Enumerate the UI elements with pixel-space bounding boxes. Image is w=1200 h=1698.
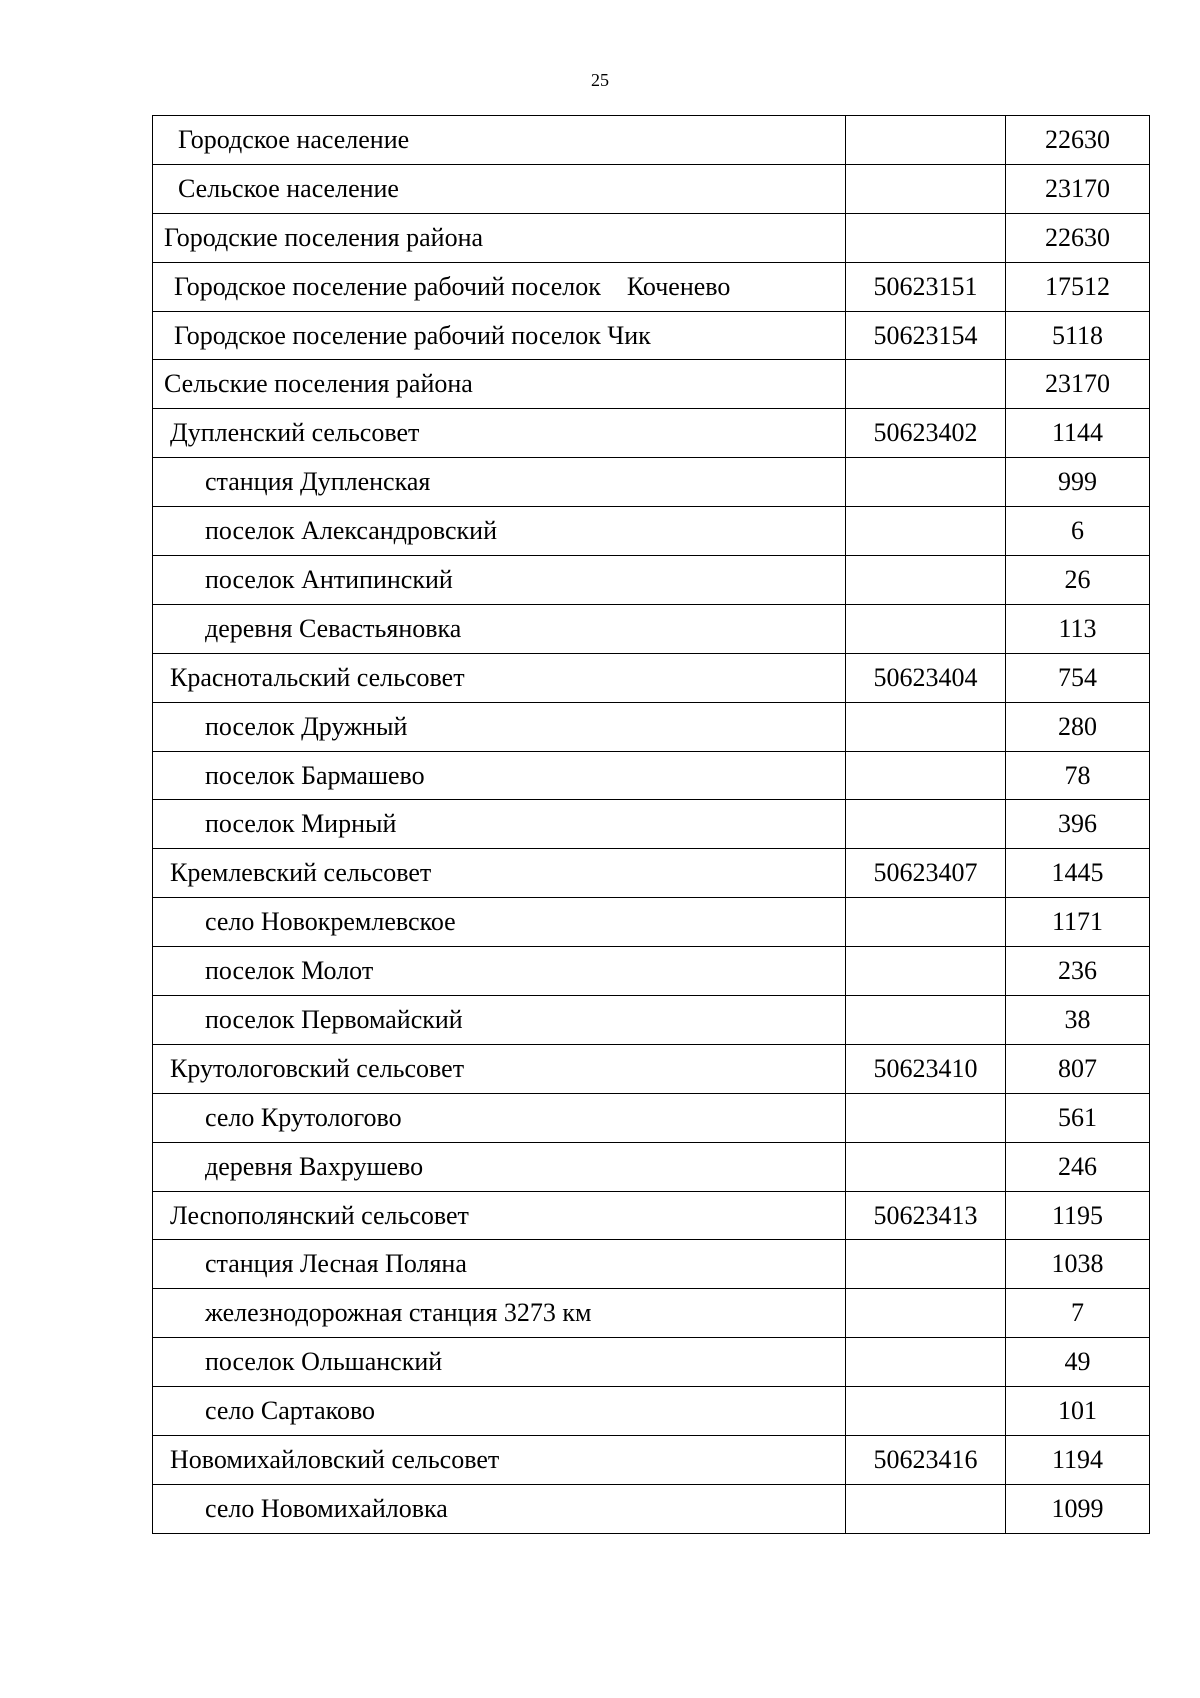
population-cell: 1194 <box>1006 1436 1150 1485</box>
oktmo-code-cell: 50623404 <box>846 653 1006 702</box>
oktmo-code-cell <box>846 360 1006 409</box>
settlement-name-cell: станция Лесная Поляна <box>153 1240 846 1289</box>
table-row <box>153 1338 1150 1387</box>
table-row <box>153 507 1150 556</box>
settlement-name-cell: Краснотальский сельсовет <box>153 653 846 702</box>
settlement-name-cell: село Крутологово <box>153 1093 846 1142</box>
settlement-name-cell: станция Дупленская <box>153 458 846 507</box>
settlement-name-cell: деревня Севастьяновка <box>153 604 846 653</box>
settlement-name-cell: Городское население <box>153 116 846 165</box>
settlement-name-cell: Сельское население <box>153 164 846 213</box>
oktmo-code-cell: 50623402 <box>846 409 1006 458</box>
oktmo-code-cell <box>846 116 1006 165</box>
oktmo-code-cell <box>846 1240 1006 1289</box>
population-cell: 1099 <box>1006 1484 1150 1533</box>
oktmo-code-cell <box>846 702 1006 751</box>
table-row <box>153 1044 1150 1093</box>
population-cell: 22630 <box>1006 213 1150 262</box>
settlement-name-cell: Городское поселение рабочий поселок Коченево <box>153 262 846 311</box>
population-cell: 101 <box>1006 1387 1150 1436</box>
table-row <box>153 458 1150 507</box>
population-cell: 561 <box>1006 1093 1150 1142</box>
table-row <box>153 800 1150 849</box>
population-cell: 6 <box>1006 507 1150 556</box>
population-cell: 246 <box>1006 1142 1150 1191</box>
table-row <box>153 1191 1150 1240</box>
oktmo-code-cell <box>846 1338 1006 1387</box>
settlement-name-cell: поселок Ольшанский <box>153 1338 846 1387</box>
settlement-name-cell: село Сартаково <box>153 1387 846 1436</box>
table-row <box>153 409 1150 458</box>
oktmo-code-cell: 50623151 <box>846 262 1006 311</box>
population-cell: 5118 <box>1006 311 1150 360</box>
population-cell: 26 <box>1006 556 1150 605</box>
population-cell: 1195 <box>1006 1191 1150 1240</box>
table-row <box>153 849 1150 898</box>
table-row <box>153 653 1150 702</box>
population-cell: 23170 <box>1006 360 1150 409</box>
table-row <box>153 898 1150 947</box>
table-row <box>153 702 1150 751</box>
oktmo-code-cell <box>846 556 1006 605</box>
oktmo-code-cell <box>846 1387 1006 1436</box>
oktmo-code-cell <box>846 1484 1006 1533</box>
oktmo-code-cell <box>846 898 1006 947</box>
population-cell: 754 <box>1006 653 1150 702</box>
population-cell: 236 <box>1006 947 1150 996</box>
settlement-name-cell: поселок Дружный <box>153 702 846 751</box>
settlement-name-cell: железнодорожная станция 3273 км <box>153 1289 846 1338</box>
oktmo-code-cell: 50623413 <box>846 1191 1006 1240</box>
table-row <box>153 751 1150 800</box>
population-cell: 78 <box>1006 751 1150 800</box>
table-row <box>153 360 1150 409</box>
oktmo-code-cell <box>846 213 1006 262</box>
table-row <box>153 1240 1150 1289</box>
oktmo-code-cell <box>846 507 1006 556</box>
settlement-name-cell: Кремлевский сельсовет <box>153 849 846 898</box>
population-cell: 7 <box>1006 1289 1150 1338</box>
oktmo-code-cell: 50623407 <box>846 849 1006 898</box>
table-row <box>153 996 1150 1045</box>
oktmo-code-cell <box>846 751 1006 800</box>
table-row <box>153 556 1150 605</box>
table-row <box>153 262 1150 311</box>
settlement-name-cell: поселок Александровский <box>153 507 846 556</box>
table-row <box>153 1387 1150 1436</box>
oktmo-code-cell <box>846 1142 1006 1191</box>
population-cell: 1144 <box>1006 409 1150 458</box>
table-row <box>153 164 1150 213</box>
population-cell: 807 <box>1006 1044 1150 1093</box>
settlements-table <box>152 115 1150 1534</box>
table-row <box>153 604 1150 653</box>
settlements-table-body <box>153 116 1150 1534</box>
settlement-name-cell: Новомихайловский сельсовет <box>153 1436 846 1485</box>
population-cell: 396 <box>1006 800 1150 849</box>
settlement-name-cell: поселок Первомайский <box>153 996 846 1045</box>
table-row <box>153 1142 1150 1191</box>
population-cell: 1038 <box>1006 1240 1150 1289</box>
population-cell: 22630 <box>1006 116 1150 165</box>
page-number: 25 <box>591 70 609 90</box>
population-cell: 23170 <box>1006 164 1150 213</box>
settlement-name-cell: поселок Антипинский <box>153 556 846 605</box>
population-cell: 999 <box>1006 458 1150 507</box>
table-row <box>153 1093 1150 1142</box>
settlement-name-cell: поселок Молот <box>153 947 846 996</box>
table-row <box>153 116 1150 165</box>
settlement-name-cell: село Новокремлевское <box>153 898 846 947</box>
settlement-name-cell: Лесnoполянский сельсовет <box>153 1191 846 1240</box>
table-row <box>153 311 1150 360</box>
settlement-name-cell: поселок Мирный <box>153 800 846 849</box>
oktmo-code-cell <box>846 604 1006 653</box>
table-row <box>153 213 1150 262</box>
oktmo-code-cell <box>846 1093 1006 1142</box>
population-cell: 49 <box>1006 1338 1150 1387</box>
population-cell: 17512 <box>1006 262 1150 311</box>
oktmo-code-cell: 50623416 <box>846 1436 1006 1485</box>
population-cell: 113 <box>1006 604 1150 653</box>
settlement-name-cell: Сельские поселения района <box>153 360 846 409</box>
settlement-name-cell: деревня Вахрушево <box>153 1142 846 1191</box>
table-row <box>153 1436 1150 1485</box>
population-cell: 1445 <box>1006 849 1150 898</box>
oktmo-code-cell <box>846 458 1006 507</box>
population-cell: 280 <box>1006 702 1150 751</box>
settlement-name-cell: Крутологовский сельсовет <box>153 1044 846 1093</box>
settlement-name-cell: Дупленский сельсовет <box>153 409 846 458</box>
settlement-name-cell: село Новомихайловка <box>153 1484 846 1533</box>
oktmo-code-cell: 50623410 <box>846 1044 1006 1093</box>
population-cell: 38 <box>1006 996 1150 1045</box>
settlement-name-cell: Городские поселения района <box>153 213 846 262</box>
oktmo-code-cell <box>846 996 1006 1045</box>
table-row <box>153 947 1150 996</box>
oktmo-code-cell <box>846 800 1006 849</box>
oktmo-code-cell <box>846 947 1006 996</box>
table-row <box>153 1289 1150 1338</box>
table-row <box>153 1484 1150 1533</box>
oktmo-code-cell: 50623154 <box>846 311 1006 360</box>
settlement-name-cell: поселок Бармашево <box>153 751 846 800</box>
population-cell: 1171 <box>1006 898 1150 947</box>
oktmo-code-cell <box>846 1289 1006 1338</box>
settlement-name-cell: Городское поселение рабочий поселок Чик <box>153 311 846 360</box>
oktmo-code-cell <box>846 164 1006 213</box>
